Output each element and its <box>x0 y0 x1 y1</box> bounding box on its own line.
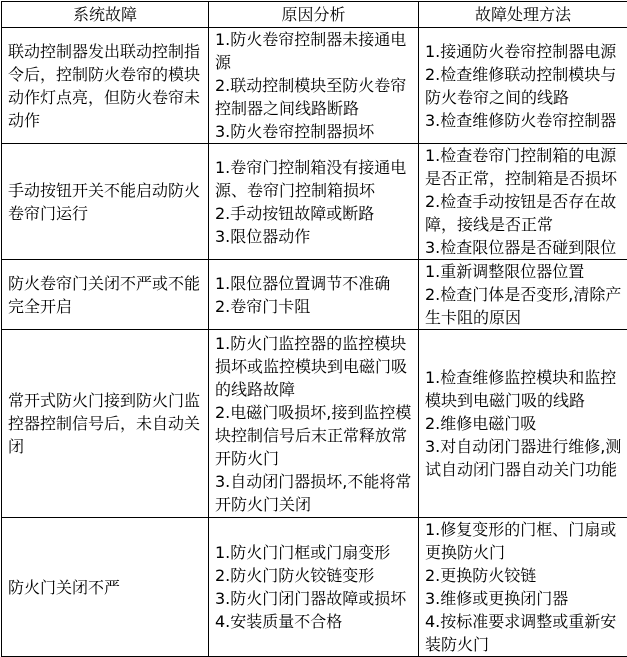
header-system-fault: 系统故障 <box>2 2 209 28</box>
list-item: 1.重新调整限位器位置 <box>425 260 624 283</box>
list-item: 3.维修或更换闭门器 <box>425 587 624 610</box>
causes-cell <box>209 28 419 144</box>
causes-cell <box>209 144 419 260</box>
fault-table <box>1 1 627 657</box>
list-item: 1.卷帘门控制箱没有接通电源、卷帘门控制箱损坏 <box>215 156 415 202</box>
fault-cell: 联动控制器发出联动控制指令后，控制防火卷帘的模块动作灯点亮，但防火卷帘未动作 <box>2 28 209 144</box>
fault-cell: 防火卷帘门关闭不严或不能完全开启 <box>2 260 209 330</box>
list-item: 2.手动按钮故障或断路 <box>215 202 415 225</box>
list-item: 2.防火门防火铰链变形 <box>215 564 415 587</box>
list-item: 2.联动控制模块至防火卷帘控制器之间线路断路 <box>215 74 415 120</box>
list-item: 2.更换防火铰链 <box>425 564 624 587</box>
list-item: 3.检查维修防火卷帘控制器 <box>425 109 624 132</box>
header-cause-analysis: 原因分析 <box>209 2 419 28</box>
solutions-cell <box>419 144 627 260</box>
solutions-cell <box>419 518 627 657</box>
list-item: 1.防火卷帘控制器未接通电源 <box>215 28 415 74</box>
list-item: 3.检查限位器是否碰到限位 <box>425 236 624 259</box>
list-item: 1.检查卷帘门控制箱的电源是否正常，控制箱是否损坏 <box>425 144 624 190</box>
causes-cell <box>209 330 419 518</box>
list-item: 1.接通防火卷帘控制器电源 <box>425 40 624 63</box>
fault-cell: 手动按钮开关不能启动防火卷帘门运行 <box>2 144 209 260</box>
list-item: 2.维修电磁门吸 <box>425 412 624 435</box>
fault-cell: 防火门关闭不严 <box>2 518 209 657</box>
header-row <box>2 2 627 28</box>
list-item: 3.防火卷帘控制器损坏 <box>215 120 415 143</box>
solutions-cell <box>419 330 627 518</box>
list-item: 2.检查门体是否变形,清除产生卡阻的原因 <box>425 283 624 329</box>
solutions-cell <box>419 260 627 330</box>
list-item: 2.卷帘门卡阻 <box>215 295 415 318</box>
header-handling-method: 故障处理方法 <box>419 2 627 28</box>
fault-cell: 常开式防火门接到防火门监控器控制信号后，未自动关闭 <box>2 330 209 518</box>
list-item: 3.自动闭门器损坏,不能将常开防火门关闭 <box>215 470 415 516</box>
causes-cell <box>209 260 419 330</box>
table-row <box>2 144 627 260</box>
causes-cell <box>209 518 419 657</box>
list-item: 3.对自动闭门器进行维修,测试自动闭门器自动关门功能 <box>425 435 624 481</box>
list-item: 2.检查维修联动控制模块与防火卷帘之间的线路 <box>425 63 624 109</box>
list-item: 1.检查维修监控模块和监控模块到电磁门吸的线路 <box>425 366 624 412</box>
table-row <box>2 260 627 330</box>
list-item: 2.电磁门吸损坏,接到监控模块控制信号后末正常释放常开防火门 <box>215 401 415 470</box>
solutions-cell <box>419 28 627 144</box>
list-item: 4.安装质量不合格 <box>215 610 415 633</box>
list-item: 1.防火门门框或门扇变形 <box>215 541 415 564</box>
list-item: 1.修复变形的门框、门扇或更换防火门 <box>425 518 624 564</box>
table-row <box>2 330 627 518</box>
table-row <box>2 28 627 144</box>
list-item: 3.限位器动作 <box>215 225 415 248</box>
list-item: 4.按标准要求调整或重新安装防火门 <box>425 610 624 656</box>
list-item: 1.防火门监控器的监控模块损坏或监控模块到电磁门吸的线路故障 <box>215 332 415 401</box>
list-item: 3.防火门闭门器故障或损坏 <box>215 587 415 610</box>
table-row <box>2 518 627 657</box>
list-item: 1.限位器位置调节不准确 <box>215 272 415 295</box>
list-item: 2.检查手动按钮是否存在故障，接线是否正常 <box>425 190 624 236</box>
